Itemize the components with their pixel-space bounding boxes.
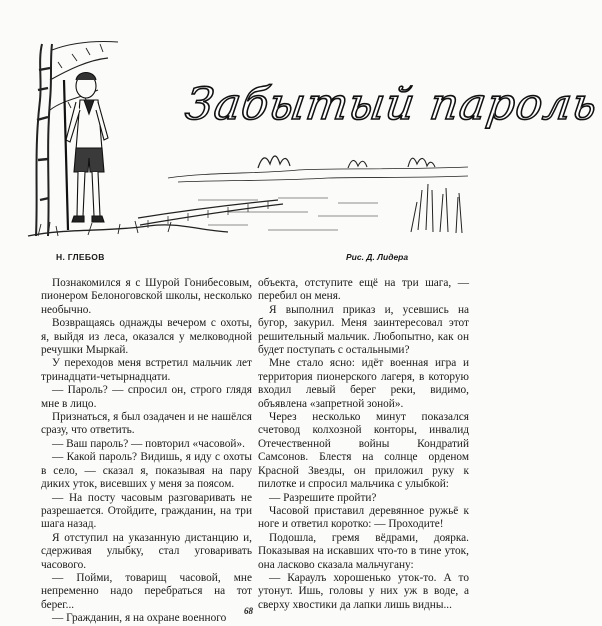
paragraph: У переходов меня встретил мальчик лет тринадцати-четырнадцати. <box>41 357 252 383</box>
paragraph: Возвращаясь однажды вечером с охоты, я, выйдя из леса, оказался у мелководной речушки Мыркай. <box>41 317 252 357</box>
illustrator-credit: Рис. Д. Лидера <box>346 252 409 262</box>
paragraph: — Какой пароль? Видишь, я иду с охоты в село, — сказал я, показывая на пару диких уток, висевших у меня за поясом. <box>41 451 252 491</box>
paragraph: Подошла, гремя вёдрами, доярка. Показывая на искавших что-то в тине уток, она ласково сказала мальчугану: <box>258 531 469 571</box>
paragraph: Я отступил на указанную дистанцию и, сдерживая улыбку, стал уговаривать часового. <box>41 531 252 571</box>
paragraph: — Разрешите пройти? <box>269 491 377 504</box>
boy-figure-drawing <box>64 73 108 231</box>
text-column-left <box>41 277 252 626</box>
paragraph: — На посту часовым разговаривать не разрешается. Отойдите, гражданин, на три шага назад. <box>41 491 252 531</box>
paragraph: — Пойми, товарищ часовой, мне непременно надо перебраться на тот берег... <box>41 571 252 611</box>
text-column-right <box>258 277 469 612</box>
paragraph: Я выполнил приказ и, усевшись на бугор, закурил. Меня заинтересовал этот решительный мальчик. Любопытно, как он будет поступать с остальными? <box>258 303 469 357</box>
paragraph: — Ваш пароль? — повторил «часовой». <box>52 437 245 450</box>
article-title: Забытый пароль <box>182 79 602 130</box>
paragraph: — Караулъ хорошенько уток-то. А то утонут. Ишь, головы у них уж в воде, а сверху хвостики да лапки лишь видны... <box>258 571 469 611</box>
paragraph: — Пароль? — спросил он, строго глядя мне в лицо. <box>41 384 252 410</box>
author-credit: Н. ГЛЕБОВ <box>56 252 105 262</box>
paragraph: Через несколько минут показался счетовод колхозной конторы, инвалид Отечественной войны Кондратий Самсонов. Блестя на солнце орденом Красной Звезды, он приложил руку к пилотке и спросил мальчика с улыбкой: <box>258 411 469 491</box>
paragraph: — Гражданин, я на охране военного <box>52 612 227 625</box>
paragraph: Признаться, я был озадачен и не нашёлся сразу, что ответить. <box>41 411 252 437</box>
paragraph-continuation: объекта, отступите ещё на три шага, — перебил он меня. <box>258 277 469 303</box>
paragraph: Познакомился я с Шурой Гонибесовым, пионером Белоноговской школы, несколько необычно. <box>41 277 252 316</box>
paragraph: Часовой приставил деревянное ружьё к ноге и ответил коротко: — Проходите! <box>258 504 469 531</box>
paragraph: Мне стало ясно: идёт военная игра и территория пионерского лагеря, в которую входил левый берег реки, видимо, объявлена «запретной зоной». <box>258 357 469 410</box>
page-number: 68 <box>244 606 253 616</box>
